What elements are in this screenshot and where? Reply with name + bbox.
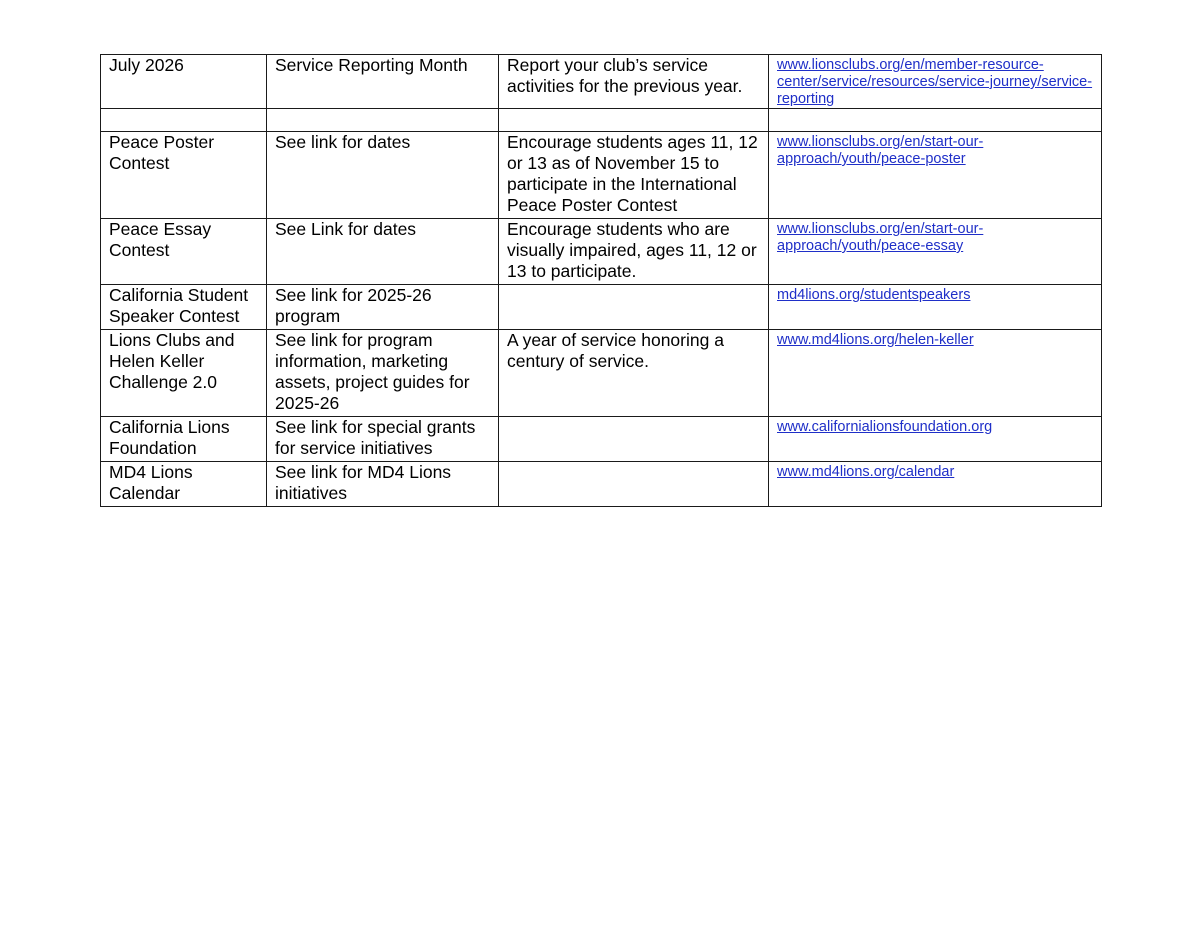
table-row [101, 285, 1102, 330]
link-cell [769, 417, 1102, 462]
peace-poster-link[interactable]: www.lionsclubs.org/en/start-our-approach/youth/peace-poster [777, 134, 984, 167]
table-row [101, 330, 1102, 417]
helen-keller-link[interactable]: www.md4lions.org/helen-keller [777, 332, 974, 348]
description-cell [499, 285, 769, 330]
description-cell [499, 462, 769, 507]
event-cell: MD4 Lions Calendar [101, 462, 267, 507]
table-row [101, 417, 1102, 462]
peace-essay-link[interactable]: www.lionsclubs.org/en/start-our-approach/youth/peace-essay [777, 221, 984, 254]
timing-cell [267, 109, 499, 132]
service-reporting-link[interactable]: www.lionsclubs.org/en/member-resource-center/service/resources/service-journey/service-reporting [777, 57, 1093, 107]
table-row-empty [101, 109, 1102, 132]
link-cell [769, 285, 1102, 330]
link-cell [769, 462, 1102, 507]
lions-foundation-link[interactable]: www.californialionsfoundation.org [777, 419, 993, 435]
description-cell: A year of service honoring a century of service. [499, 330, 769, 417]
table-row [101, 132, 1102, 219]
timing-cell: See link for program information, marketing assets, project guides for 2025-26 [267, 330, 499, 417]
event-cell: July 2026 [101, 55, 267, 109]
link-cell [769, 219, 1102, 285]
link-cell [769, 132, 1102, 219]
event-cell: California Lions Foundation [101, 417, 267, 462]
timing-cell: See link for MD4 Lions initiatives [267, 462, 499, 507]
event-cell: Peace Poster Contest [101, 132, 267, 219]
description-cell: Encourage students who are visually impaired, ages 11, 12 or 13 to participate. [499, 219, 769, 285]
timing-cell: See link for special grants for service initiatives [267, 417, 499, 462]
link-cell [769, 109, 1102, 132]
link-cell [769, 55, 1102, 109]
link-cell [769, 330, 1102, 417]
student-speakers-link[interactable]: md4lions.org/studentspeakers [777, 287, 971, 303]
timing-cell: See link for dates [267, 132, 499, 219]
event-cell [101, 109, 267, 132]
table-row [101, 219, 1102, 285]
timing-cell: Service Reporting Month [267, 55, 499, 109]
event-cell: Peace Essay Contest [101, 219, 267, 285]
timing-cell: See link for 2025-26 program [267, 285, 499, 330]
description-cell: Encourage students ages 11, 12 or 13 as of November 15 to participate in the International Peace Poster Contest [499, 132, 769, 219]
table-row [101, 55, 1102, 109]
timing-cell: See Link for dates [267, 219, 499, 285]
description-cell: Report your club’s service activities for the previous year. [499, 55, 769, 109]
description-cell [499, 109, 769, 132]
description-cell [499, 417, 769, 462]
event-cell: Lions Clubs and Helen Keller Challenge 2.0 [101, 330, 267, 417]
md4-calendar-link[interactable]: www.md4lions.org/calendar [777, 464, 955, 480]
service-calendar-table [100, 54, 1102, 507]
event-cell: California Student Speaker Contest [101, 285, 267, 330]
table-row [101, 462, 1102, 507]
